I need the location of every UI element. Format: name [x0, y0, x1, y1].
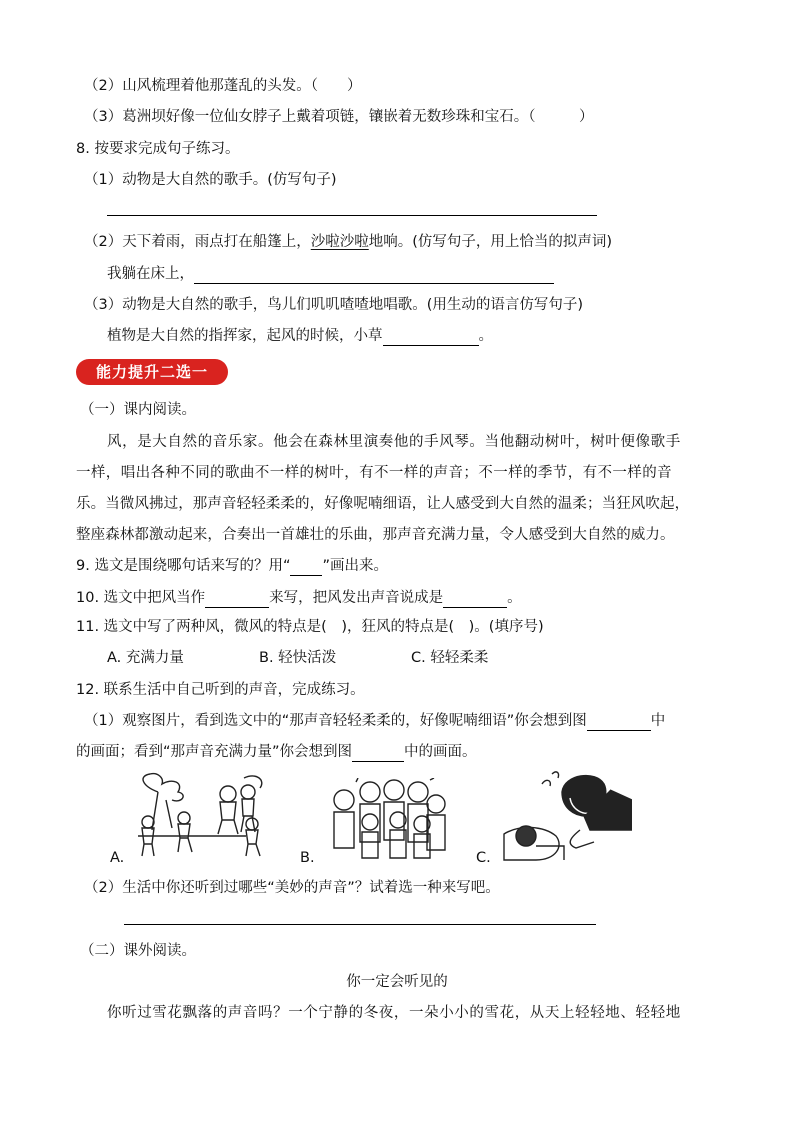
- question-8-item-2: [84, 232, 612, 252]
- option-b: B. 轻快活泼: [259, 650, 337, 666]
- question-11: 11. 选文中写了两种风，微风的特点是( )，狂风的特点是( )。(填序号): [76, 619, 544, 635]
- reading-2-title: 你一定会听见的: [346, 974, 448, 990]
- picture-a-label: A.: [110, 850, 125, 866]
- reading-1-paragraph-line-4: 整座森林都激动起来，合奏出一首雄壮的乐曲，那声音充满力量，令人感受到大自然的威力。: [76, 527, 675, 543]
- reading-1-paragraph-line-2: 一样，唱出各种不同的歌曲不一样的树叶，有不一样的声音；不一样的季节，有不一样的音: [76, 465, 672, 481]
- reading-2-heading: （二）课外阅读。: [80, 943, 196, 959]
- answer-blank[interactable]: [352, 745, 404, 762]
- answer-line[interactable]: [124, 924, 596, 925]
- question-12-item-1-cont: [76, 742, 477, 762]
- reading-1-paragraph-line-1: 风，是大自然的音乐家。他会在森林里演奏他的手风琴。当他翻动树叶，树叶便像歌手: [107, 434, 681, 450]
- question-8-heading: 8. 按要求完成句子练习。: [76, 141, 240, 157]
- picture-b-children-singing: [330, 778, 448, 860]
- answer-line[interactable]: [107, 215, 597, 216]
- reading-1-paragraph-line-3: 乐。当微风拂过，那声音轻轻柔柔的，好像呢喃细语，让人感受到大自然的温柔；当狂风吹起，: [76, 496, 690, 512]
- answer-blank[interactable]: [383, 329, 479, 346]
- q12-1-suffix: 中: [650, 713, 666, 729]
- q8-3-fill-suffix: 。: [478, 328, 493, 344]
- q12-2-text: 的画面；看到“那声音充满力量”你会想到图: [76, 744, 353, 760]
- question-12-item-1: [84, 711, 665, 731]
- q10-text-mid: 来写，把风发出声音说成是: [269, 590, 444, 606]
- q9-text-start: 9. 选文是围绕哪句话来写的？用“: [76, 558, 291, 574]
- picture-c-mother-and-sleeping-child: [500, 770, 632, 862]
- q8-3-fill-line: [107, 326, 493, 346]
- picture-b-label: B.: [300, 850, 315, 866]
- q10-text-start: 10. 选文中把风当作: [76, 590, 206, 606]
- answer-blank[interactable]: [205, 591, 269, 608]
- question-8-item-1: （1）动物是大自然的歌手。(仿写句子): [84, 172, 337, 188]
- question-10: [76, 588, 522, 608]
- reading-1-heading: （一）课内阅读。: [80, 402, 196, 418]
- picture-a-children-playing: [132, 772, 272, 858]
- option-a: A. 充满力量: [107, 650, 184, 666]
- option-c: C. 轻轻柔柔: [411, 650, 489, 666]
- answer-blank[interactable]: [443, 591, 507, 608]
- underline-sample: [290, 559, 322, 576]
- section-badge: 能力提升二选一: [76, 359, 228, 385]
- q10-text-end: 。: [507, 590, 522, 606]
- q8-2-fill-line: [107, 264, 554, 284]
- reading-2-paragraph-line-1: 你听过雪花飘落的声音吗？一个宁静的冬夜，一朵小小的雪花，从天上轻轻地、轻轻地: [107, 1005, 681, 1021]
- question-7-item-3: （3）葛洲坝好像一位仙女脖子上戴着项链，镶嵌着无数珍珠和宝石。（ ）: [84, 109, 594, 125]
- q8-3-fill-prefix: 植物是大自然的指挥家，起风的时候，小草: [107, 328, 383, 344]
- question-12-item-2: （2）生活中你还听到过哪些“美妙的声音”？试着选一种来写吧。: [84, 880, 500, 896]
- question-9: [76, 556, 388, 576]
- answer-blank[interactable]: [587, 714, 651, 731]
- q8-2-fill-prefix: 我躺在床上，: [107, 266, 194, 282]
- q12-2-suffix: 中的画面。: [404, 744, 477, 760]
- onomatopoeia-underlined: 沙啦沙啦: [310, 234, 369, 250]
- question-12: 12. 联系生活中自己听到的声音，完成练习。: [76, 682, 365, 698]
- question-7-item-2: （2）山风梳理着他那蓬乱的头发。（ ）: [84, 78, 362, 94]
- answer-blank[interactable]: [194, 267, 554, 284]
- q12-1-text: （1）观察图片，看到选文中的“那声音轻轻柔柔的，好像呢喃细语”你会想到图: [84, 713, 587, 729]
- picture-c-label: C.: [476, 850, 491, 866]
- question-8-item-3: （3）动物是大自然的歌手，鸟儿们叽叽喳喳地唱歌。(用生动的语言仿写句子): [84, 297, 584, 313]
- q8-2-text-start: （2）天下着雨，雨点打在船篷上，: [84, 234, 311, 250]
- q9-text-end: ”画出来。: [322, 558, 388, 574]
- q8-2-text-end: 地响。(仿写句子，用上恰当的拟声词): [368, 234, 613, 250]
